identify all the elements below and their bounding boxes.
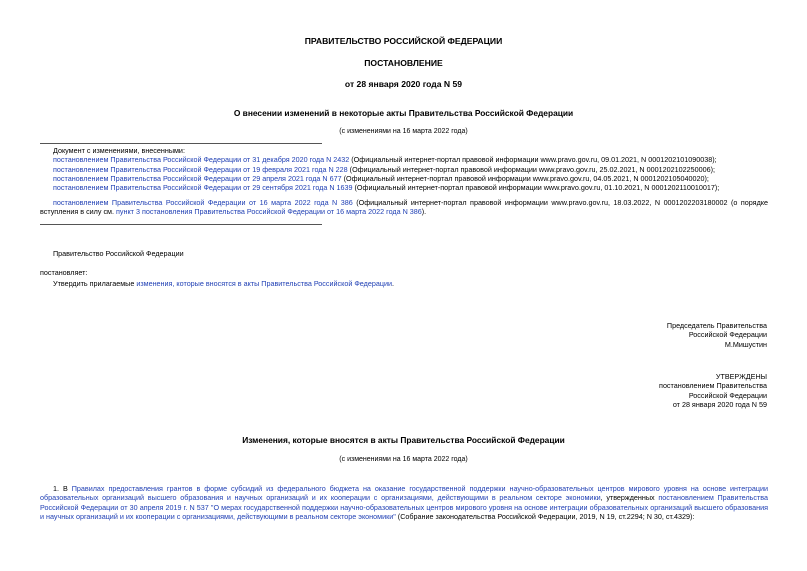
government-heading: ПРАВИТЕЛЬСТВО РОССИЙСКОЙ ФЕДЕРАЦИИ [304,36,503,46]
change-item [53,183,769,192]
change-source: (Официальный интернет-портал правовой информации www.pravo.gov.ru, 04.05.2021, N 0001202105040020); [341,174,709,184]
approve-paragraph [53,279,394,288]
change-link[interactable]: постановлением Правительства Российской Федерации от 29 апреля 2021 года N 677 [53,174,342,184]
change-link[interactable]: постановлением Правительства Российской Федерации от 31 декабря 2020 года N 2432 [53,155,350,165]
approved-line-1: постановлением Правительства [659,381,767,391]
signature-position: Председатель Правительства [666,321,767,330]
change-link[interactable]: постановлением Правительства Российской Федерации от 16 марта 2022 года N 386 [53,198,353,207]
change-item [53,174,769,183]
signature-org: Российской Федерации [688,330,767,340]
paragraph-number: 1. В [53,484,72,493]
issuer-text: Правительство Российской Федерации [53,249,184,258]
change-link[interactable]: постановлением Правительства Российской Федерации от 29 сентября 2021 года N 1639 [53,183,353,193]
change-source-end: ). [421,207,427,217]
change-source: (Официальный интернет-портал правовой информации www.pravo.gov.ru, 25.02.2021, N 0001202102250006); [347,164,715,174]
changes-annex-link[interactable]: изменения, которые вносятся в акты Правительства Российской Федерации [136,279,392,288]
changes-bottom-rule [40,224,322,225]
paragraph-mid: , утвержденных [600,493,659,503]
changes-intro: Документ с изменениями, внесенными: [53,146,185,155]
change-item-last [40,198,768,217]
changes-top-rule [40,143,322,144]
signature-block [467,321,767,349]
annex-revision-note: (с изменениями на 16 марта 2022 года) [339,456,468,463]
annex-title: Изменения, которые вносятся в акты Правительства Российской Федерации [242,435,565,445]
annex-paragraph-1 [40,484,768,521]
approved-line-2: Российской Федерации [688,390,767,400]
paragraph-end: (Собрание законодательства Российской Федерации, 2019, N 19, ст.2294; N 30, ст.4329): [395,512,695,522]
approved-line-3: от 28 января 2020 года N 59 [672,400,767,410]
effective-date-link[interactable]: пункт 3 постановления Правительства Российской Федерации от 16 марта 2022 года N 386 [116,207,422,217]
approval-stamp [467,372,767,409]
changes-block [53,146,769,193]
approve-text: Утвердить прилагаемые [53,279,137,288]
change-item [53,155,769,164]
change-source: (Официальный интернет-портал правовой информации www.pravo.gov.ru, 09.01.2021, N 0001202101090038); [349,155,717,165]
doc-type-heading: ПОСТАНОВЛЕНИЕ [364,58,443,68]
decides-text: постановляет: [40,268,88,277]
document-title: О внесении изменений в некоторые акты Правительства Российской Федерации [233,108,574,118]
decree-537-link[interactable]: постановлением Правительства Российской Федерации от 30 апреля 2019 г. N 537 "О мерах государственной поддержки научно-образовательных центров мирового уровня на основе интеграции образовательных организаций высшего образования и научных организаций и их кооперации с организациями, действующими в реальном секторе экономики" [40,493,768,522]
approved-label: УТВЕРЖДЕНЫ [715,372,767,381]
change-item [53,165,769,174]
change-link[interactable]: постановлением Правительства Российской Федерации от 19 февраля 2021 года N 228 [53,164,348,174]
revision-note: (с изменениями на 16 марта 2022 года) [339,128,468,135]
approve-end: . [391,279,394,288]
change-source: (Официальный интернет-портал правовой информации www.pravo.gov.ru, 01.10.2021, N 0001202110010017); [352,183,720,193]
grant-rules-link[interactable]: Правилах предоставления грантов в форме субсидий из федерального бюджета на оказание государственной поддержки научно-образовательных центров мирового уровня на основе интеграции образовательных организаций высшего образования и научных организаций и их кооперации с организациями, действующими в реальном секторе экономики [40,484,768,503]
change-source: (Официальный интернет-портал правовой информации www.pravo.gov.ru, 18.03.2022, N 0001202203180002 (о порядке вступления в силу см. [40,198,768,217]
date-number: от 28 января 2020 года N 59 [344,79,463,89]
signature-name: М.Мишустин [724,339,767,349]
